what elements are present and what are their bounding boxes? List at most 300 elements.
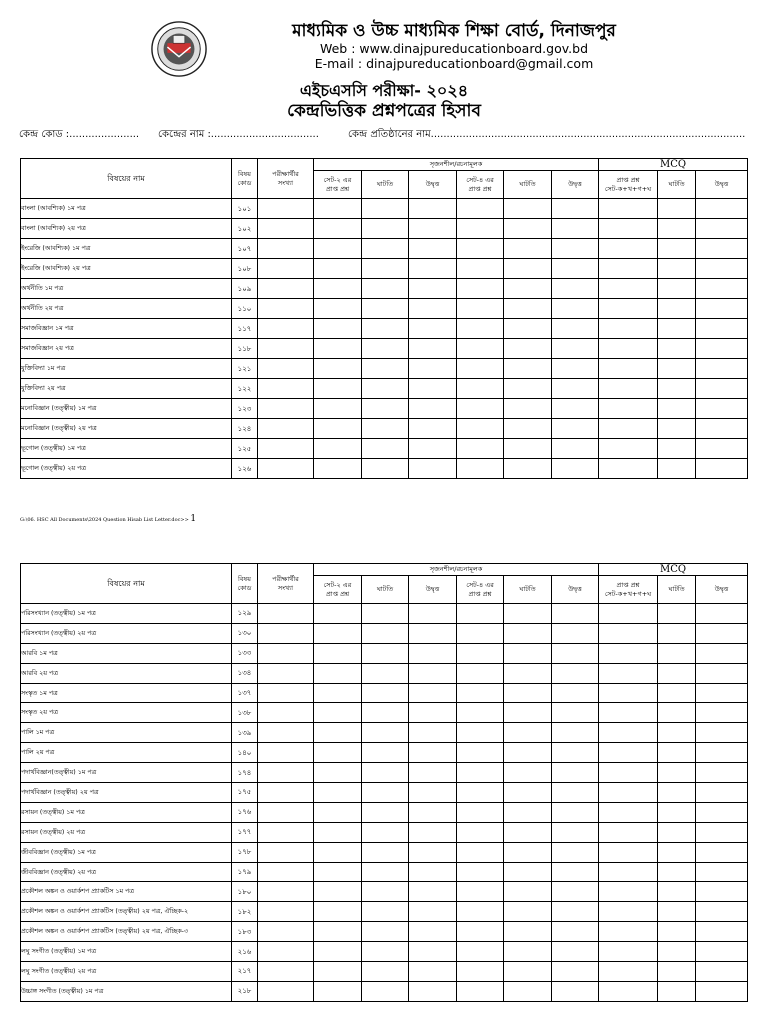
entry-cell[interactable] xyxy=(362,379,409,399)
entry-cell[interactable] xyxy=(362,359,409,379)
entry-cell[interactable] xyxy=(552,239,599,259)
entry-cell[interactable] xyxy=(457,299,504,319)
entry-cell[interactable] xyxy=(504,359,552,379)
entry-cell[interactable] xyxy=(696,902,748,922)
entry-cell[interactable] xyxy=(599,822,658,842)
entry-cell[interactable] xyxy=(696,379,748,399)
entry-cell[interactable] xyxy=(504,299,552,319)
entry-cell[interactable] xyxy=(457,902,504,922)
entry-cell[interactable] xyxy=(314,359,362,379)
entry-cell[interactable] xyxy=(599,239,658,259)
entry-cell[interactable] xyxy=(696,439,748,459)
entry-cell[interactable] xyxy=(314,981,362,1001)
entry-cell[interactable] xyxy=(258,604,314,624)
entry-cell[interactable] xyxy=(552,359,599,379)
entry-cell[interactable] xyxy=(457,822,504,842)
entry-cell[interactable] xyxy=(696,822,748,842)
entry-cell[interactable] xyxy=(552,399,599,419)
entry-cell[interactable] xyxy=(696,299,748,319)
entry-cell[interactable] xyxy=(504,219,552,239)
entry-cell[interactable] xyxy=(362,199,409,219)
entry-cell[interactable] xyxy=(658,279,696,299)
entry-cell[interactable] xyxy=(457,942,504,962)
entry-cell[interactable] xyxy=(362,239,409,259)
entry-cell[interactable] xyxy=(457,459,504,479)
entry-cell[interactable] xyxy=(258,643,314,663)
entry-cell[interactable] xyxy=(552,419,599,439)
entry-cell[interactable] xyxy=(504,683,552,703)
entry-cell[interactable] xyxy=(314,882,362,902)
entry-cell[interactable] xyxy=(696,842,748,862)
entry-cell[interactable] xyxy=(409,743,457,763)
entry-cell[interactable] xyxy=(457,339,504,359)
entry-cell[interactable] xyxy=(409,399,457,419)
entry-cell[interactable] xyxy=(457,279,504,299)
entry-cell[interactable] xyxy=(504,962,552,982)
entry-cell[interactable] xyxy=(314,419,362,439)
entry-cell[interactable] xyxy=(457,842,504,862)
entry-cell[interactable] xyxy=(258,623,314,643)
entry-cell[interactable] xyxy=(258,219,314,239)
entry-cell[interactable] xyxy=(504,922,552,942)
entry-cell[interactable] xyxy=(504,981,552,1001)
entry-cell[interactable] xyxy=(658,783,696,803)
entry-cell[interactable] xyxy=(504,743,552,763)
entry-cell[interactable] xyxy=(362,623,409,643)
entry-cell[interactable] xyxy=(552,902,599,922)
entry-cell[interactable] xyxy=(409,459,457,479)
entry-cell[interactable] xyxy=(314,862,362,882)
entry-cell[interactable] xyxy=(457,399,504,419)
entry-cell[interactable] xyxy=(658,703,696,723)
entry-cell[interactable] xyxy=(409,604,457,624)
entry-cell[interactable] xyxy=(314,623,362,643)
entry-cell[interactable] xyxy=(552,763,599,783)
entry-cell[interactable] xyxy=(696,802,748,822)
entry-cell[interactable] xyxy=(314,763,362,783)
entry-cell[interactable] xyxy=(504,379,552,399)
entry-cell[interactable] xyxy=(362,922,409,942)
entry-cell[interactable] xyxy=(552,743,599,763)
entry-cell[interactable] xyxy=(457,199,504,219)
entry-cell[interactable] xyxy=(409,279,457,299)
entry-cell[interactable] xyxy=(314,279,362,299)
entry-cell[interactable] xyxy=(314,299,362,319)
entry-cell[interactable] xyxy=(504,279,552,299)
entry-cell[interactable] xyxy=(314,703,362,723)
entry-cell[interactable] xyxy=(696,239,748,259)
entry-cell[interactable] xyxy=(599,942,658,962)
entry-cell[interactable] xyxy=(658,822,696,842)
entry-cell[interactable] xyxy=(658,723,696,743)
entry-cell[interactable] xyxy=(599,962,658,982)
entry-cell[interactable] xyxy=(258,783,314,803)
entry-cell[interactable] xyxy=(696,763,748,783)
entry-cell[interactable] xyxy=(599,219,658,239)
entry-cell[interactable] xyxy=(599,842,658,862)
entry-cell[interactable] xyxy=(504,643,552,663)
entry-cell[interactable] xyxy=(314,339,362,359)
entry-cell[interactable] xyxy=(658,942,696,962)
entry-cell[interactable] xyxy=(599,663,658,683)
entry-cell[interactable] xyxy=(552,379,599,399)
entry-cell[interactable] xyxy=(258,922,314,942)
entry-cell[interactable] xyxy=(362,743,409,763)
entry-cell[interactable] xyxy=(696,359,748,379)
entry-cell[interactable] xyxy=(457,419,504,439)
entry-cell[interactable] xyxy=(552,842,599,862)
entry-cell[interactable] xyxy=(599,379,658,399)
entry-cell[interactable] xyxy=(314,683,362,703)
entry-cell[interactable] xyxy=(409,359,457,379)
entry-cell[interactable] xyxy=(696,623,748,643)
entry-cell[interactable] xyxy=(599,419,658,439)
entry-cell[interactable] xyxy=(504,399,552,419)
entry-cell[interactable] xyxy=(696,683,748,703)
entry-cell[interactable] xyxy=(696,419,748,439)
entry-cell[interactable] xyxy=(696,199,748,219)
entry-cell[interactable] xyxy=(696,219,748,239)
entry-cell[interactable] xyxy=(362,703,409,723)
entry-cell[interactable] xyxy=(599,981,658,1001)
entry-cell[interactable] xyxy=(409,339,457,359)
entry-cell[interactable] xyxy=(599,359,658,379)
entry-cell[interactable] xyxy=(362,981,409,1001)
entry-cell[interactable] xyxy=(658,239,696,259)
entry-cell[interactable] xyxy=(457,743,504,763)
entry-cell[interactable] xyxy=(658,763,696,783)
entry-cell[interactable] xyxy=(599,703,658,723)
entry-cell[interactable] xyxy=(409,942,457,962)
entry-cell[interactable] xyxy=(409,299,457,319)
entry-cell[interactable] xyxy=(552,439,599,459)
entry-cell[interactable] xyxy=(457,604,504,624)
entry-cell[interactable] xyxy=(599,319,658,339)
entry-cell[interactable] xyxy=(504,199,552,219)
entry-cell[interactable] xyxy=(258,763,314,783)
entry-cell[interactable] xyxy=(457,683,504,703)
entry-cell[interactable] xyxy=(258,279,314,299)
entry-cell[interactable] xyxy=(258,379,314,399)
entry-cell[interactable] xyxy=(552,319,599,339)
entry-cell[interactable] xyxy=(552,663,599,683)
entry-cell[interactable] xyxy=(258,942,314,962)
entry-cell[interactable] xyxy=(696,663,748,683)
entry-cell[interactable] xyxy=(258,683,314,703)
entry-cell[interactable] xyxy=(314,259,362,279)
entry-cell[interactable] xyxy=(362,439,409,459)
entry-cell[interactable] xyxy=(599,439,658,459)
entry-cell[interactable] xyxy=(658,439,696,459)
entry-cell[interactable] xyxy=(362,942,409,962)
entry-cell[interactable] xyxy=(457,763,504,783)
entry-cell[interactable] xyxy=(409,419,457,439)
entry-cell[interactable] xyxy=(696,459,748,479)
entry-cell[interactable] xyxy=(258,459,314,479)
entry-cell[interactable] xyxy=(504,902,552,922)
entry-cell[interactable] xyxy=(504,239,552,259)
entry-cell[interactable] xyxy=(696,703,748,723)
entry-cell[interactable] xyxy=(696,862,748,882)
entry-cell[interactable] xyxy=(314,783,362,803)
entry-cell[interactable] xyxy=(314,379,362,399)
entry-cell[interactable] xyxy=(696,319,748,339)
entry-cell[interactable] xyxy=(409,902,457,922)
entry-cell[interactable] xyxy=(258,902,314,922)
entry-cell[interactable] xyxy=(457,703,504,723)
entry-cell[interactable] xyxy=(258,802,314,822)
entry-cell[interactable] xyxy=(409,723,457,743)
entry-cell[interactable] xyxy=(504,703,552,723)
entry-cell[interactable] xyxy=(552,219,599,239)
entry-cell[interactable] xyxy=(258,199,314,219)
entry-cell[interactable] xyxy=(457,802,504,822)
entry-cell[interactable] xyxy=(409,319,457,339)
entry-cell[interactable] xyxy=(658,683,696,703)
entry-cell[interactable] xyxy=(696,723,748,743)
entry-cell[interactable] xyxy=(658,623,696,643)
entry-cell[interactable] xyxy=(314,922,362,942)
entry-cell[interactable] xyxy=(457,862,504,882)
entry-cell[interactable] xyxy=(409,962,457,982)
entry-cell[interactable] xyxy=(552,259,599,279)
entry-cell[interactable] xyxy=(658,862,696,882)
entry-cell[interactable] xyxy=(362,643,409,663)
entry-cell[interactable] xyxy=(658,459,696,479)
entry-cell[interactable] xyxy=(409,922,457,942)
entry-cell[interactable] xyxy=(552,962,599,982)
entry-cell[interactable] xyxy=(258,239,314,259)
entry-cell[interactable] xyxy=(696,643,748,663)
entry-cell[interactable] xyxy=(552,199,599,219)
entry-cell[interactable] xyxy=(504,623,552,643)
entry-cell[interactable] xyxy=(696,882,748,902)
entry-cell[interactable] xyxy=(696,922,748,942)
entry-cell[interactable] xyxy=(314,802,362,822)
entry-cell[interactable] xyxy=(658,379,696,399)
entry-cell[interactable] xyxy=(362,459,409,479)
entry-cell[interactable] xyxy=(457,663,504,683)
entry-cell[interactable] xyxy=(409,703,457,723)
entry-cell[interactable] xyxy=(409,763,457,783)
entry-cell[interactable] xyxy=(504,862,552,882)
entry-cell[interactable] xyxy=(599,604,658,624)
entry-cell[interactable] xyxy=(314,319,362,339)
entry-cell[interactable] xyxy=(457,239,504,259)
entry-cell[interactable] xyxy=(409,783,457,803)
entry-cell[interactable] xyxy=(658,339,696,359)
entry-cell[interactable] xyxy=(504,783,552,803)
entry-cell[interactable] xyxy=(696,743,748,763)
entry-cell[interactable] xyxy=(599,623,658,643)
entry-cell[interactable] xyxy=(599,683,658,703)
entry-cell[interactable] xyxy=(258,842,314,862)
entry-cell[interactable] xyxy=(314,199,362,219)
entry-cell[interactable] xyxy=(658,299,696,319)
entry-cell[interactable] xyxy=(457,882,504,902)
entry-cell[interactable] xyxy=(409,199,457,219)
entry-cell[interactable] xyxy=(314,239,362,259)
entry-cell[interactable] xyxy=(258,299,314,319)
entry-cell[interactable] xyxy=(504,419,552,439)
entry-cell[interactable] xyxy=(409,842,457,862)
entry-cell[interactable] xyxy=(599,723,658,743)
entry-cell[interactable] xyxy=(696,604,748,624)
entry-cell[interactable] xyxy=(599,339,658,359)
entry-cell[interactable] xyxy=(504,319,552,339)
entry-cell[interactable] xyxy=(504,822,552,842)
entry-cell[interactable] xyxy=(658,199,696,219)
entry-cell[interactable] xyxy=(362,783,409,803)
entry-cell[interactable] xyxy=(362,259,409,279)
entry-cell[interactable] xyxy=(457,623,504,643)
entry-cell[interactable] xyxy=(457,379,504,399)
entry-cell[interactable] xyxy=(552,981,599,1001)
entry-cell[interactable] xyxy=(409,219,457,239)
entry-cell[interactable] xyxy=(258,399,314,419)
entry-cell[interactable] xyxy=(314,219,362,239)
entry-cell[interactable] xyxy=(599,783,658,803)
entry-cell[interactable] xyxy=(658,259,696,279)
entry-cell[interactable] xyxy=(504,259,552,279)
entry-cell[interactable] xyxy=(362,842,409,862)
entry-cell[interactable] xyxy=(258,259,314,279)
entry-cell[interactable] xyxy=(552,862,599,882)
entry-cell[interactable] xyxy=(552,339,599,359)
entry-cell[interactable] xyxy=(599,399,658,419)
entry-cell[interactable] xyxy=(504,842,552,862)
entry-cell[interactable] xyxy=(552,643,599,663)
entry-cell[interactable] xyxy=(457,922,504,942)
entry-cell[interactable] xyxy=(457,962,504,982)
entry-cell[interactable] xyxy=(362,822,409,842)
entry-cell[interactable] xyxy=(552,604,599,624)
entry-cell[interactable] xyxy=(314,743,362,763)
entry-cell[interactable] xyxy=(362,902,409,922)
entry-cell[interactable] xyxy=(504,802,552,822)
entry-cell[interactable] xyxy=(314,822,362,842)
entry-cell[interactable] xyxy=(552,802,599,822)
entry-cell[interactable] xyxy=(457,219,504,239)
entry-cell[interactable] xyxy=(362,962,409,982)
entry-cell[interactable] xyxy=(457,439,504,459)
entry-cell[interactable] xyxy=(362,219,409,239)
entry-cell[interactable] xyxy=(409,862,457,882)
entry-cell[interactable] xyxy=(658,902,696,922)
entry-cell[interactable] xyxy=(314,723,362,743)
entry-cell[interactable] xyxy=(314,604,362,624)
entry-cell[interactable] xyxy=(552,922,599,942)
entry-cell[interactable] xyxy=(258,439,314,459)
entry-cell[interactable] xyxy=(362,683,409,703)
entry-cell[interactable] xyxy=(457,981,504,1001)
entry-cell[interactable] xyxy=(599,279,658,299)
entry-cell[interactable] xyxy=(599,763,658,783)
entry-cell[interactable] xyxy=(504,663,552,683)
entry-cell[interactable] xyxy=(658,981,696,1001)
entry-cell[interactable] xyxy=(658,802,696,822)
entry-cell[interactable] xyxy=(409,379,457,399)
entry-cell[interactable] xyxy=(362,279,409,299)
entry-cell[interactable] xyxy=(504,339,552,359)
entry-cell[interactable] xyxy=(696,339,748,359)
entry-cell[interactable] xyxy=(409,802,457,822)
entry-cell[interactable] xyxy=(658,663,696,683)
entry-cell[interactable] xyxy=(258,822,314,842)
entry-cell[interactable] xyxy=(599,922,658,942)
entry-cell[interactable] xyxy=(409,663,457,683)
entry-cell[interactable] xyxy=(409,239,457,259)
entry-cell[interactable] xyxy=(314,962,362,982)
entry-cell[interactable] xyxy=(362,882,409,902)
entry-cell[interactable] xyxy=(258,962,314,982)
entry-cell[interactable] xyxy=(258,339,314,359)
entry-cell[interactable] xyxy=(599,802,658,822)
entry-cell[interactable] xyxy=(658,842,696,862)
entry-cell[interactable] xyxy=(362,802,409,822)
entry-cell[interactable] xyxy=(552,683,599,703)
entry-cell[interactable] xyxy=(457,319,504,339)
entry-cell[interactable] xyxy=(658,743,696,763)
entry-cell[interactable] xyxy=(504,439,552,459)
entry-cell[interactable] xyxy=(314,942,362,962)
entry-cell[interactable] xyxy=(658,359,696,379)
entry-cell[interactable] xyxy=(504,942,552,962)
entry-cell[interactable] xyxy=(599,643,658,663)
entry-cell[interactable] xyxy=(552,299,599,319)
entry-cell[interactable] xyxy=(258,663,314,683)
entry-cell[interactable] xyxy=(258,882,314,902)
entry-cell[interactable] xyxy=(696,279,748,299)
entry-cell[interactable] xyxy=(362,319,409,339)
entry-cell[interactable] xyxy=(658,922,696,942)
entry-cell[interactable] xyxy=(552,703,599,723)
entry-cell[interactable] xyxy=(552,723,599,743)
entry-cell[interactable] xyxy=(409,643,457,663)
entry-cell[interactable] xyxy=(696,399,748,419)
entry-cell[interactable] xyxy=(504,459,552,479)
entry-cell[interactable] xyxy=(696,783,748,803)
entry-cell[interactable] xyxy=(362,399,409,419)
entry-cell[interactable] xyxy=(504,882,552,902)
entry-cell[interactable] xyxy=(409,439,457,459)
entry-cell[interactable] xyxy=(362,419,409,439)
entry-cell[interactable] xyxy=(314,643,362,663)
entry-cell[interactable] xyxy=(409,259,457,279)
entry-cell[interactable] xyxy=(362,723,409,743)
entry-cell[interactable] xyxy=(409,683,457,703)
entry-cell[interactable] xyxy=(258,703,314,723)
entry-cell[interactable] xyxy=(258,981,314,1001)
entry-cell[interactable] xyxy=(552,822,599,842)
entry-cell[interactable] xyxy=(599,259,658,279)
entry-cell[interactable] xyxy=(552,783,599,803)
entry-cell[interactable] xyxy=(599,199,658,219)
entry-cell[interactable] xyxy=(362,339,409,359)
entry-cell[interactable] xyxy=(658,604,696,624)
entry-cell[interactable] xyxy=(314,439,362,459)
entry-cell[interactable] xyxy=(658,319,696,339)
entry-cell[interactable] xyxy=(457,723,504,743)
entry-cell[interactable] xyxy=(362,862,409,882)
entry-cell[interactable] xyxy=(552,882,599,902)
entry-cell[interactable] xyxy=(658,219,696,239)
entry-cell[interactable] xyxy=(258,743,314,763)
entry-cell[interactable] xyxy=(457,643,504,663)
entry-cell[interactable] xyxy=(658,643,696,663)
entry-cell[interactable] xyxy=(409,623,457,643)
entry-cell[interactable] xyxy=(409,981,457,1001)
